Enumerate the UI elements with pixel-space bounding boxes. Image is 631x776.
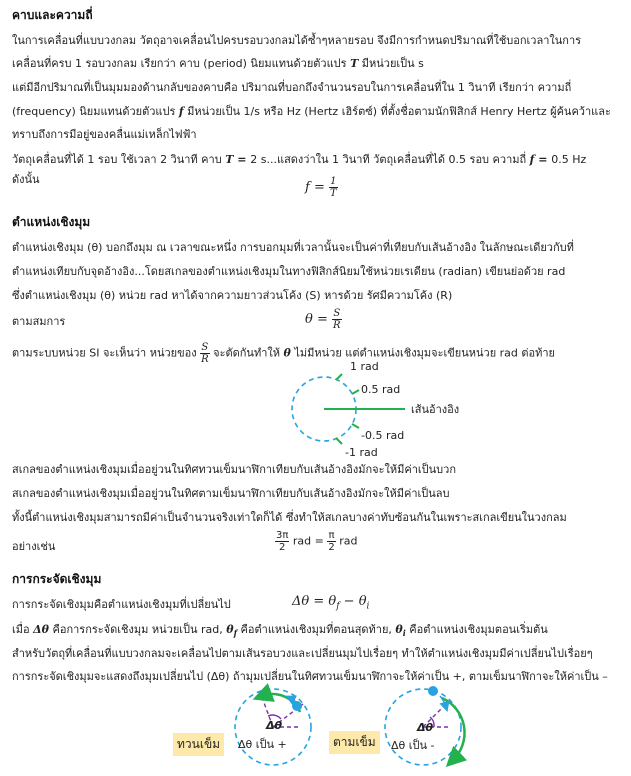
denominator: T (329, 188, 337, 199)
numerator: 3π (276, 530, 289, 541)
section-title-angular-displacement: การกระจัดเชิงมุม (12, 572, 102, 586)
ccw-angle-label: Δθ (266, 719, 283, 732)
denominator: R (332, 320, 341, 331)
numerator: π (328, 530, 335, 541)
text: คือตำแหน่งเชิงมุมตอนเริ่มต้น (405, 623, 548, 636)
paragraph-line: สเกลของตำแหน่งเชิงมุมเมื่ออยู่วนในทิศตามเข็มนาฬิกาเทียบกับเส้นอ้างอิงมักจะให้มีค่าเป็นลบ (12, 487, 450, 500)
paragraph-line: แต่มีอีกปริมาณที่เป็นมุมมองด้านกลับของคาบคือ ปริมาณที่บอกถึงจำนวนรอบในการเคลื่อนที่ใน 1 วินาที เรียกว่า ความถี่ (12, 81, 572, 94)
numerator: 1 (330, 176, 337, 187)
cw-caption: Δθ เป็น - (391, 739, 435, 752)
variable-delta-theta: Δθ (33, 623, 49, 636)
subscript: i (402, 628, 406, 639)
text: คือการกระจัดเชิงมุม หน่วยเป็น rad, (49, 623, 227, 636)
text: (frequency) นิยมแทนด้วยตัวแปร (12, 105, 179, 118)
denominator: 2 (328, 542, 335, 553)
variable-T: T = (225, 153, 251, 166)
paragraph-line: การกระจัดเชิงมุมคือตำแหน่งเชิงมุมที่เปลี่ยนไป (12, 598, 231, 611)
subscript: f (336, 601, 340, 612)
equation-lhs: f = (305, 180, 329, 195)
text: 2 s...แสดงว่าใน 1 วินาที วัตถุเคลื่อนที่ได้ 0.5 รอบ ความถี่ (250, 153, 530, 166)
equation-lhs: θ = (305, 312, 332, 327)
counterclockwise-tag: ทวนเข็ม (173, 733, 224, 756)
text: rad (335, 534, 358, 548)
paragraph-line: สำหรับวัตถุที่เคลื่อนที่แบบวงกลมจะเคลื่อนไปตามเส้นรอบวงและเปลี่ยนมุมไปเรื่อยๆ ทำให้ตำแหน่งเชิงมุมมีค่าเปลี่ยนไปเรื่อยๆ (12, 647, 593, 660)
subscript: f (233, 628, 238, 639)
equation-part: Δθ = θ (292, 594, 337, 609)
variable-theta-i: θ (395, 623, 403, 636)
paragraph-line: การกระจัดเชิงมุมจะแสดงถึงมุมเปลี่ยนไป (Δθ) ถ้ามุมเปลี่ยนในทิศทวนเข็มนาฬิกาจะให้ค่าเป็น +, ตามเข็มนาฬิกาจะให้ค่าเป็น – (12, 670, 608, 683)
label-reference-line: เส้นอ้างอิง (411, 403, 460, 416)
label-05-rad: 0.5 rad (361, 383, 401, 396)
variable-f: f (178, 105, 184, 118)
paragraph-line: ตามสมการ (12, 315, 66, 328)
ccw-object (292, 701, 302, 711)
numerator: S (201, 342, 209, 353)
subscript: i (366, 601, 370, 612)
paragraph-line: ซึ่งตำแหน่งเชิงมุม (θ) หน่วย rad หาได้จากความยาวส่วนโค้ง (S) หารด้วย รัศมีความโค้ง (R) (12, 289, 453, 302)
paragraph-line: ตำแหน่งเทียบกับจุดอ้างอิง...โดยสเกลของตำแหน่งเชิงมุมในทางฟิสิกส์นิยมใช้หน่วยเรเดียน (radian) เขียนย่อด้วย rad (12, 265, 566, 278)
paragraph-line: ตำแหน่งเชิงมุม (θ) บอกถึงมุม ณ เวลาขณะหนึ่ง การบอกมุมที่เวลานั้นจะเป็นค่าที่เทียบกับเส้นอ้างอิง ในลักษณะเดียวกับที่ (12, 241, 574, 254)
paragraph-line: ทั้งนี้ตำแหน่งเชิงมุมสามารถมีค่าเป็นจำนวนจริงเท่าใดก็ได้ ซึ่งทำให้สเกลบางค่าทับซ้อนกันในเพราะสเกลเขียนในวงกลม (12, 511, 567, 524)
variable-theta: θ (283, 346, 291, 360)
text: ตามระบบหน่วย SI จะเห็นว่า หน่วยของ (12, 346, 201, 360)
text: วัตถุเคลื่อนที่ได้ 1 รอบ ใช้เวลา 2 วินาที คาบ (12, 153, 226, 166)
cw-object (428, 686, 438, 696)
text: จะตัดกันทำให้ (209, 346, 284, 360)
variable-theta-f: θ (226, 623, 234, 636)
paragraph-line: สเกลของตำแหน่งเชิงมุมเมื่ออยู่วนในทิศทวนเข็มนาฬิกาเทียบกับเส้นอ้างอิงมักจะให้มีค่าเป็นบวก (12, 463, 457, 476)
text: มีหน่วยเป็น 1/s หรือ Hz (Hertz เฮิร์ตซ์) ที่ตั้งชื่อตามนักฟิสิกส์ Henry Hertz ผู้ค้นคว้าและ (183, 105, 611, 118)
text: มีหน่วยเป็น s (358, 57, 424, 70)
paragraph-line: ในการเคลื่อนที่แบบวงกลม วัตถุอาจเคลื่อนไปครบรอบวงกลมได้ซ้ำๆหลายรอบ จึงมีการกำหนดปริมาณที่ใช้บอกเวลาในการ (12, 34, 582, 47)
label-1-rad: 1 rad (350, 360, 379, 373)
equation-part: − θ (339, 594, 367, 609)
section-title-angular-position: ตำแหน่งเชิงมุม (12, 215, 91, 229)
denominator: R (201, 354, 209, 365)
variable-T: T (350, 57, 359, 70)
label-m1-rad: -1 rad (345, 446, 378, 459)
paragraph-line: ดังนั้น (12, 173, 40, 186)
paragraph-line: อย่างเช่น (12, 540, 56, 553)
text: 0.5 Hz (551, 153, 587, 166)
cw-diagram (385, 686, 465, 765)
text: rad = (289, 534, 328, 548)
text: คือตำแหน่งเชิงมุมที่ตอนสุดท้าย, (237, 623, 396, 636)
clockwise-tag: ตามเข็ม (329, 731, 380, 754)
section-title-period-frequency: คาบและความถี่ (12, 8, 93, 22)
ccw-diagram (235, 689, 311, 765)
paragraph-line: ทราบถึงการมีอยู่ของคลื่นแม่เหล็กไฟฟ้า (12, 128, 197, 141)
text: เมื่อ (12, 623, 34, 636)
numerator: S (333, 308, 341, 319)
ccw-caption: Δθ เป็น + (238, 738, 287, 751)
text: ไม่มีหน่วย แต่ตำแหน่งเชิงมุมจะเขียนหน่วย rad ต่อท้าย (290, 346, 555, 360)
variable-f: f = (529, 153, 552, 166)
text: เคลื่อนที่ครบ 1 รอบวงกลม เรียกว่า คาบ (period) นิยมแทนด้วยตัวแปร (12, 57, 351, 70)
cw-angle-label: Δθ (417, 721, 434, 734)
label-m05-rad: -0.5 rad (361, 429, 405, 442)
denominator: 2 (279, 542, 286, 553)
